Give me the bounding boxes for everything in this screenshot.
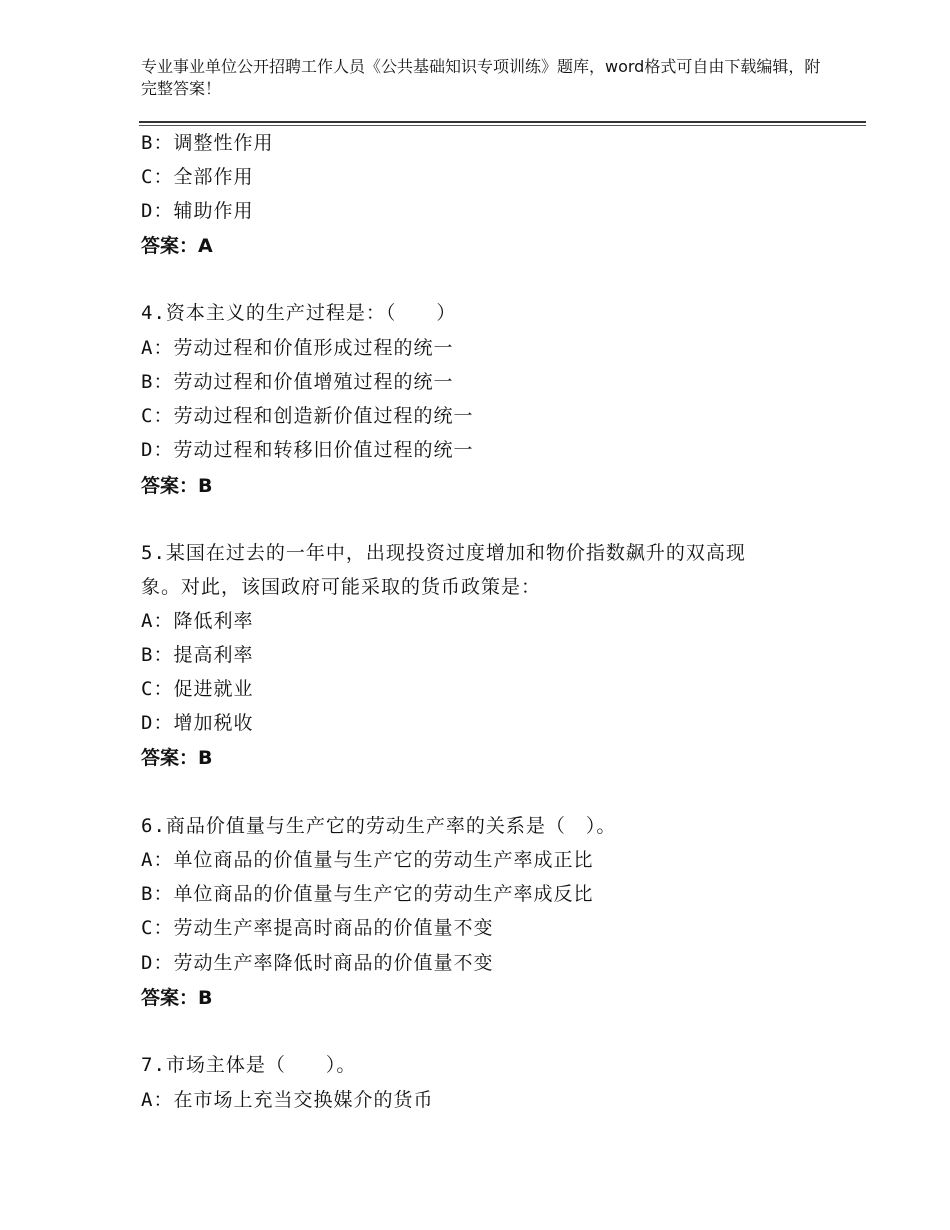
option-d: D：辅助作用 [141,200,254,222]
option-b: B：单位商品的价值量与生产它的劳动生产率成反比 [141,883,594,905]
answer-label: 答案：B [141,747,213,769]
option-d: D：劳动过程和转移旧价值过程的统一 [141,439,474,461]
question-stem: 4.资本主义的生产过程是：（ ） [141,302,457,324]
option-b: B：提高利率 [141,644,254,666]
question-stem-continued: 象。对此，该国政府可能采取的货币政策是： [141,576,542,598]
header-rule-thick [139,121,866,123]
option-c: C：促进就业 [141,678,254,700]
option-d: D：增加税收 [141,712,254,734]
option-a: A：劳动过程和价值形成过程的统一 [141,337,454,359]
answer-label: 答案：A [141,235,213,257]
option-c: C：全部作用 [141,166,254,188]
question-stem: 5.某国在过去的一年中，出现投资过度增加和物价指数飙升的双高现 [141,542,746,564]
option-d: D：劳动生产率降低时商品的价值量不变 [141,952,494,974]
document-header: 专业事业单位公开招聘工作人员《公共基础知识专项训练》题库，word格式可自由下载编辑，附完整答案！ [141,57,821,98]
option-c: C：劳动生产率提高时商品的价值量不变 [141,917,494,939]
answer-label: 答案：B [141,987,213,1009]
option-b: B：调整性作用 [141,132,274,154]
option-a: A：在市场上充当交换媒介的货币 [141,1089,434,1111]
question-stem: 6.商品价值量与生产它的劳动生产率的关系是（ ）。 [141,815,617,837]
header-rule-thin [139,125,866,126]
answer-label: 答案：B [141,475,213,497]
option-c: C：劳动过程和创造新价值过程的统一 [141,405,474,427]
option-a: A：降低利率 [141,610,254,632]
question-stem: 7.市场主体是（ ）。 [141,1054,357,1076]
option-b: B：劳动过程和价值增殖过程的统一 [141,371,454,393]
option-a: A：单位商品的价值量与生产它的劳动生产率成正比 [141,849,594,871]
